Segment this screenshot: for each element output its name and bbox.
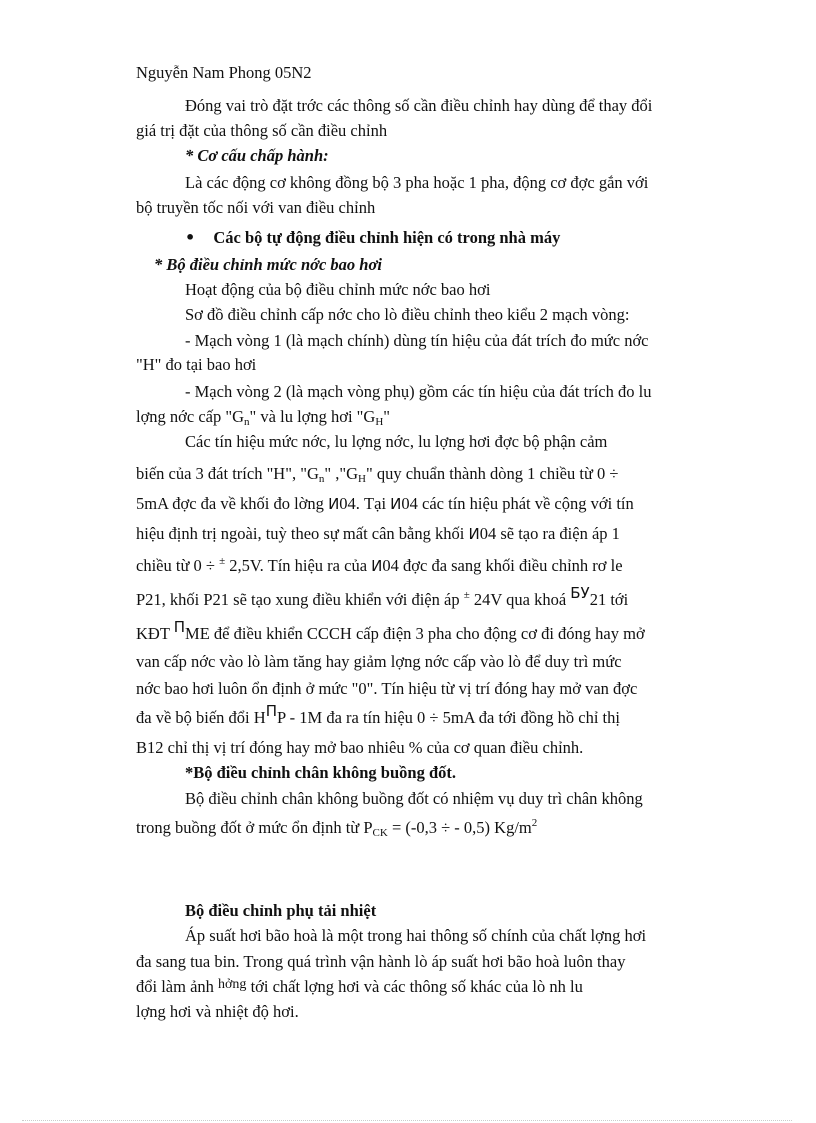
paragraph-line: nớc bao hơi luôn ổn định ở mức "0". Tín hiệu từ vị trí đóng hay mở van đợc: [136, 679, 638, 698]
paragraph-line: Sơ đồ điều chỉnh cấp nớc cho lò điều chỉnh theo kiểu 2 mạch vòng:: [185, 305, 630, 324]
section-heading-vacuum: *Bộ điều chỉnh chân không buồng đốt.: [185, 763, 456, 782]
paragraph-line: Áp suất hơi bão hoà là một trong hai thông số chính của chất lợng hơi: [185, 926, 647, 945]
paragraph-line: - Mạch vòng 2 (là mạch vòng phụ) gồm các tín hiệu của đát trích đo lu: [185, 382, 652, 401]
paragraph-line: - Mạch vòng 1 (là mạch chính) dùng tín hiệu của đát trích đo mức nớc: [185, 331, 649, 350]
paragraph-line: van cấp nớc vào lò làm tăng hay giảm lợng nớc cấp vào lò để duy trì mức: [136, 652, 622, 671]
page-bottom-rule: [22, 1120, 792, 1121]
paragraph-line: trong buồng đốt ở mức ổn định từ $P_{CK} = (-0,3$ ÷ - 0,5) $Kg/m^2$: [136, 817, 538, 839]
paragraph-line: đa về bộ biến đổi $H^ПP - 1M$ đa ra tín hiệu 0 ÷ 5mA đa tới đồng hồ chỉ thị: [136, 702, 620, 727]
paragraph-line: đổi làm ảnh $^{hởng}$ tới chất lợng hơi và các thông số khác của lò nh lu: [136, 977, 583, 996]
paragraph-line: lợng hơi và nhiệt độ hơi.: [136, 1002, 299, 1021]
section-heading-actuator: * Cơ cấu chấp hành:: [185, 146, 329, 165]
bullet-heading-text: Các bộ tự động điều chỉnh hiện có trong nhà máy: [213, 228, 561, 247]
paragraph-line: biến của 3 đát trích "H", "$G_n$" $,"G_H$" quy chuẩn thành dòng 1 chiều từ 0 ÷: [136, 464, 619, 485]
paragraph-line: 5mA đợc đa về khối đo lờng И04. Tại И04 các tín hiệu phát về cộng với tín: [136, 494, 634, 513]
header-author: Nguyễn Nam Phong 05N2: [136, 63, 312, 82]
section-heading-heat-load: Bộ điều chỉnh phụ tải nhiệt: [185, 901, 377, 920]
paragraph-line: B12 chỉ thị vị trí đóng hay mở bao nhiêu % của cơ quan điều chỉnh.: [136, 738, 584, 757]
paragraph-line: bộ truyền tốc nối với van điều chỉnh: [136, 198, 376, 217]
section-heading-water-level: * Bộ điều chỉnh mức nớc bao hơi: [154, 255, 382, 274]
paragraph-line: Là các động cơ không đồng bộ 3 pha hoặc 1 pha, động cơ đợc gắn với: [185, 173, 649, 192]
paragraph-line: đa sang tua bin. Trong quá trình vận hành lò áp suất hơi bão hoà luôn thay: [136, 952, 626, 971]
paragraph-line: lợng nớc cấp "$G_n$" và lu lợng hơi "$G_H$": [136, 407, 391, 428]
paragraph-line: KĐT $^П$ME để điều khiển CCCH cấp điện 3 pha cho động cơ đi đóng hay mở: [136, 618, 645, 643]
bullet-heading: [185, 228, 560, 248]
paragraph-line: hiệu định trị ngoài, tuỳ theo sự mất cân bằng khối И04 sẽ tạo ra điện áp 1: [136, 524, 620, 543]
paragraph-line: chiều từ 0 ÷ ± 2,5V. Tín hiệu ra của И04 đợc đa sang khối điều chỉnh rơ le: [136, 555, 623, 575]
paragraph-line: Các tín hiệu mức nớc, lu lợng nớc, lu lợng hơi đợc bộ phận cảm: [185, 432, 608, 451]
paragraph-line: Hoạt động của bộ điều chỉnh mức nớc bao hơi: [185, 280, 491, 299]
paragraph-line: P21, khối P21 sẽ tạo xung điều khiển với điện áp ± 24V qua khoá $^{БУ}$21 tới: [136, 584, 629, 609]
paragraph-line: "H" đo tại bao hơi: [136, 355, 257, 374]
bullet-icon: •: [185, 228, 196, 247]
paragraph-line: Đóng vai trò đặt trớc các thông số cần điều chỉnh hay dùng để thay đổi: [185, 96, 653, 115]
paragraph-line: giá trị đặt của thông số cần điều chỉnh: [136, 121, 388, 140]
paragraph-line: Bộ điều chỉnh chân không buồng đốt có nhiệm vụ duy trì chân không: [185, 789, 643, 808]
